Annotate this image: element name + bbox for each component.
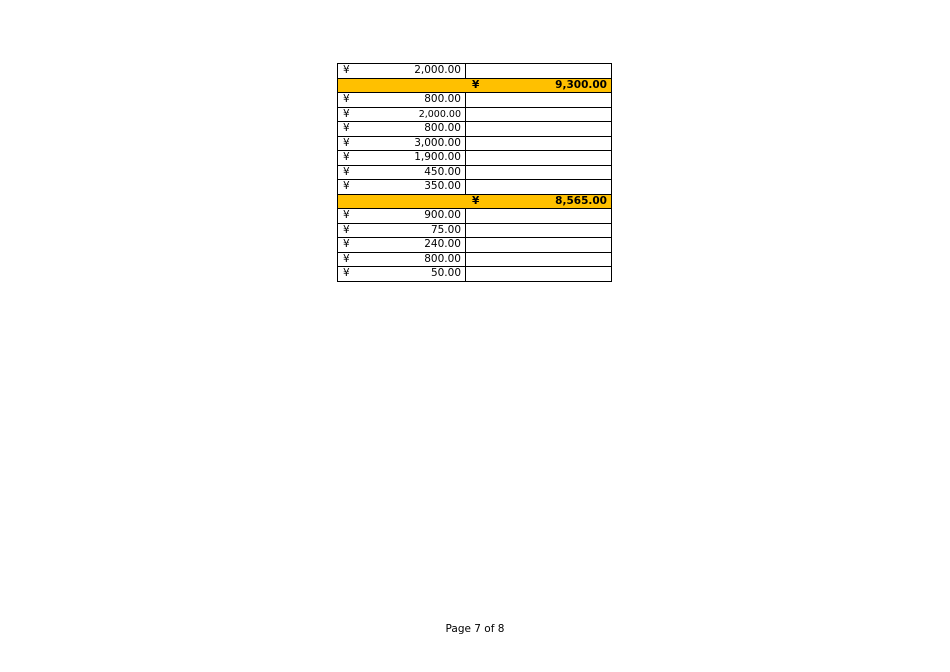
amount-cell — [338, 209, 466, 224]
subtotal-cell — [466, 223, 612, 238]
currency-symbol: ¥ — [343, 180, 350, 193]
table-row — [338, 107, 612, 122]
table-row — [338, 93, 612, 108]
table-row — [338, 151, 612, 166]
page-footer: Page 7 of 8 — [445, 623, 505, 635]
currency-symbol: ¥ — [343, 267, 350, 280]
expense-table-body — [338, 64, 612, 282]
currency-symbol: ¥ — [343, 223, 350, 236]
item-amount: 1,900.00 — [414, 151, 461, 164]
table-row — [338, 165, 612, 180]
amount-cell — [338, 223, 466, 238]
currency-symbol: ¥ — [343, 252, 350, 265]
subtotal-cell — [466, 267, 612, 282]
amount-cell — [338, 107, 466, 122]
subtotal-cell — [466, 165, 612, 180]
item-amount: 800.00 — [424, 122, 461, 135]
table-row — [338, 238, 612, 253]
item-amount: 50.00 — [430, 267, 461, 280]
subtotal-cell — [466, 209, 612, 224]
amount-cell — [338, 151, 466, 166]
subtotal-cell — [466, 93, 612, 108]
item-amount: 240.00 — [424, 238, 461, 251]
subtotal-cell — [466, 107, 612, 122]
subtotal-cell — [466, 122, 612, 137]
currency-symbol: ¥ — [343, 165, 350, 178]
subtotal-cell — [466, 136, 612, 151]
table-row — [338, 64, 612, 79]
subtotal-row — [338, 78, 612, 93]
subtotal-cell — [466, 151, 612, 166]
currency-symbol: ¥ — [343, 209, 350, 222]
amount-cell — [338, 238, 466, 253]
currency-symbol: ¥ — [343, 136, 350, 149]
subtotal-amount: 8,565.00 — [555, 194, 607, 207]
item-amount: 3,000.00 — [414, 136, 461, 149]
subtotal-cell — [466, 180, 612, 195]
subtotal-row — [338, 194, 612, 209]
amount-cell — [338, 180, 466, 195]
item-amount: 450.00 — [424, 165, 461, 178]
item-amount: 2,000.00 — [414, 64, 461, 77]
subtotal-cell — [466, 194, 612, 209]
item-amount: 800.00 — [424, 252, 461, 265]
currency-symbol: ¥ — [343, 122, 350, 135]
amount-cell — [338, 136, 466, 151]
amount-cell — [338, 64, 466, 79]
amount-cell — [338, 267, 466, 282]
table-row — [338, 223, 612, 238]
currency-symbol: ¥ — [343, 151, 350, 164]
amount-cell — [338, 78, 466, 93]
item-amount: 900.00 — [424, 209, 461, 222]
amount-cell — [338, 252, 466, 267]
table-row — [338, 267, 612, 282]
subtotal-cell — [466, 252, 612, 267]
expense-table — [337, 63, 612, 282]
subtotal-amount: 9,300.00 — [555, 78, 607, 91]
amount-cell — [338, 93, 466, 108]
subtotal-cell — [466, 238, 612, 253]
currency-symbol: ¥ — [472, 78, 480, 91]
currency-symbol: ¥ — [472, 194, 480, 207]
item-amount: 800.00 — [424, 93, 461, 106]
item-amount: 350.00 — [424, 180, 461, 193]
item-amount: 2,000.00 — [418, 108, 461, 120]
amount-cell — [338, 122, 466, 137]
amount-cell — [338, 194, 466, 209]
currency-symbol: ¥ — [343, 107, 350, 120]
currency-symbol: ¥ — [343, 238, 350, 251]
table-row — [338, 209, 612, 224]
currency-symbol: ¥ — [343, 64, 350, 77]
table-row — [338, 252, 612, 267]
table-row — [338, 122, 612, 137]
table-row — [338, 136, 612, 151]
item-amount: 75.00 — [430, 223, 461, 236]
currency-symbol: ¥ — [343, 93, 350, 106]
table-row — [338, 180, 612, 195]
subtotal-cell — [466, 78, 612, 93]
subtotal-cell — [466, 64, 612, 79]
amount-cell — [338, 165, 466, 180]
